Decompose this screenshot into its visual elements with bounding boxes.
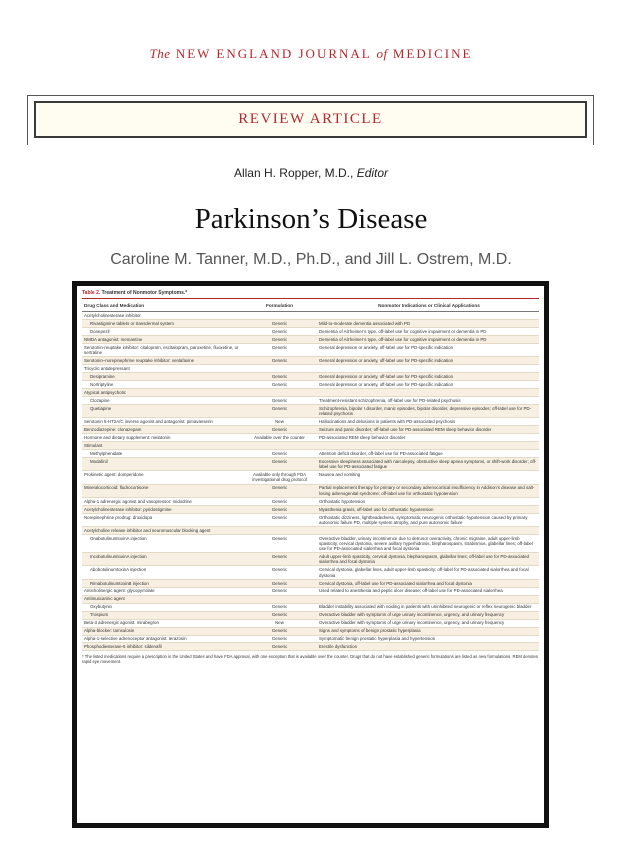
cell-drug: AbobotulinumtoxinA injection: [90, 567, 147, 573]
table-row: [82, 604, 539, 612]
cell-drug: Tricyclic antidepressant: [84, 366, 130, 371]
cell-drug: Acetylcholinesterase inhibitor: pyridostigmine: [84, 506, 172, 512]
header-formulation: Formulation: [265, 303, 294, 308]
cell-drug: Acetylcholinesterase inhibitor: [84, 312, 141, 318]
cell-drug: Trospium: [90, 612, 109, 618]
cell-drug: Desipramine: [90, 373, 115, 379]
cell-indication: Schizophrenia, bipolar I disorder, manic episodes, bipolar disorder, depressive episodes; off-label use for PD-related psychosis: [319, 405, 532, 417]
table-row: [82, 553, 539, 566]
table-body: [82, 312, 539, 651]
cell-drug: Phosphodiesterase-5 inhibitor: sildenafil: [84, 644, 162, 650]
header-indications: Nonmotor Indications or Clinical Applications: [378, 303, 480, 308]
cell-formulation: Generic: [271, 344, 288, 350]
table-row: [82, 580, 539, 588]
cell-drug: Rivastigmine tablets or transdermal system: [90, 320, 174, 326]
masthead-name-part1: NEW ENGLAND JOURNAL: [175, 46, 372, 61]
table-row: [82, 320, 539, 328]
cell-indication: Nausea and vomiting: [319, 472, 361, 478]
cell-indication: Cervical dystonia, glabellar lines, adult upper-limb spasticity; off-label for PD-associated sialorrhea and focal dystonia: [319, 567, 529, 578]
table-row: [82, 612, 539, 620]
table-row: [82, 636, 539, 644]
section-banner: REVIEW ARTICLE: [34, 101, 587, 138]
cell-formulation: Generic: [271, 358, 288, 364]
cell-indication: General depression or anxiety, off-label use for PD-specific indication: [319, 381, 454, 387]
cell-formulation: Generic: [271, 459, 288, 465]
cell-indication: Excessive sleepiness associated with narcolepsy, obstructive sleep apnea symptoms, or shift-work disorder; off-label use for PD-associated fatigue: [319, 459, 537, 470]
masthead-of: of: [376, 46, 388, 61]
cell-drug: Oxybutynin: [90, 604, 112, 610]
cell-formulation: Generic: [271, 336, 288, 342]
table-figure: [72, 281, 549, 828]
table-row: [82, 405, 539, 418]
table-title-text: Treatment of Nonmotor Symptoms.*: [101, 290, 188, 296]
cell-indication: Treatment-resistant schizophrenia, off-label use for PD-related psychosis: [319, 397, 461, 403]
cell-formulation: [242, 390, 317, 395]
editor-name: Allan H. Ropper, M.D.,: [233, 166, 354, 180]
cell-formulation: [242, 528, 317, 533]
cell-indication: Dementia of Alzheimer’s type, off-label use for cognitive impairment or dementia in PD: [319, 328, 487, 334]
cell-drug: Serotonin-reuptake inhibitor: citalopram, escitalopram, paroxetine, fluoxetine, or sertraline: [84, 344, 239, 356]
cell-drug: NMDA antagonist: memantine: [84, 336, 143, 342]
cell-drug: Mineralocorticoid: fludrocortisone: [84, 485, 149, 491]
cell-drug: Benzodiazepine: clonazepam: [84, 427, 142, 433]
cell-drug: Beta-3 adrenergic agonist: mirabegron: [84, 620, 159, 626]
editor-role: Editor: [356, 166, 389, 180]
cell-indication: [317, 390, 539, 395]
table-row: [82, 450, 539, 458]
table-row: [82, 373, 539, 381]
cell-drug: Serotonin 5-HT2A/C inverse agonist and antagonist: pimavanserin: [84, 419, 213, 425]
table-row: [82, 328, 539, 336]
table-row: [82, 506, 539, 514]
table-row: [82, 344, 539, 357]
table-row: [82, 312, 539, 320]
cell-formulation: Generic: [271, 405, 288, 411]
cell-formulation: Generic: [271, 612, 288, 618]
cell-formulation: Generic: [271, 328, 288, 334]
table-header-row: [82, 299, 539, 312]
table-row: [82, 426, 539, 434]
table-row: [82, 389, 539, 397]
cell-formulation: [242, 313, 317, 318]
cell-indication: [317, 366, 539, 371]
cell-drug: Methylphenidate: [90, 451, 123, 457]
cell-indication: Myasthenia gravis, off-label use for orthostatic hypotension: [319, 506, 434, 512]
cell-formulation: Generic: [271, 320, 288, 326]
table-row: [82, 471, 539, 484]
table-label: Table 2.: [82, 290, 101, 296]
cell-indication: Bladder instability associated with voiding in patients with uninhibited neurogenic or reflex neurogenic bladder: [319, 604, 532, 610]
cell-drug: Clozapine: [90, 397, 110, 403]
table-row: [82, 442, 539, 450]
cell-drug: Quetiapine: [90, 405, 112, 411]
article-authors: Caroline M. Tanner, M.D., Ph.D., and Jill L. Ostrem, M.D.: [110, 251, 512, 268]
cell-indication: Used related to anesthesia and peptic ulcer disease; off-label use for PD-associated sialorrhea: [319, 588, 503, 594]
table-row: [82, 514, 539, 527]
table-row: [82, 628, 539, 636]
cell-drug: Norepinephrine prodrug: droxidopa: [84, 514, 153, 520]
cell-drug: Alpha-1-selective adrenoceptor antagonist: terazosin: [84, 636, 187, 642]
cell-indication: [317, 528, 539, 533]
table-row: [82, 527, 539, 535]
cell-formulation: Generic: [271, 535, 288, 541]
cell-formulation: Available only through FDA investigational drug protocol: [252, 472, 307, 483]
cell-drug: Alpha-blocker: tamsulosin: [84, 628, 135, 634]
table-row: [82, 485, 539, 498]
table-row: [82, 535, 539, 553]
cell-indication: Mild-to-moderate dementia associated with PD: [319, 320, 411, 326]
table-row: [82, 397, 539, 405]
cell-indication: Erectile dysfunction: [319, 644, 358, 650]
cell-formulation: New: [275, 620, 284, 626]
cell-indication: Adult upper-limb spasticity, cervical dystonia, blepharospasm, glabellar lines; off-label use for PD-associated sialorrhea and focal dystonia: [319, 554, 529, 565]
cell-drug: Alpha-1 adrenergic agonist and vasopressor: midodrine: [84, 498, 192, 504]
cell-formulation: Generic: [271, 381, 288, 387]
cell-drug: Acetylcholine release inhibitor and neuromuscular blocking agent: [84, 527, 211, 533]
cell-formulation: Generic: [271, 580, 288, 586]
table-row: [82, 434, 539, 442]
cell-indication: General depression or anxiety, off-label use for PD-specific indication: [319, 373, 454, 379]
cell-indication: General depression or anxiety, off-label use for PD-specific indication: [319, 344, 454, 350]
cell-indication: Cervical dystonia, off-label use for PD-associated sialorrhea and focal dystonia: [319, 580, 472, 586]
table-row: [82, 381, 539, 389]
cell-formulation: Generic: [271, 451, 288, 457]
table-row: [82, 418, 539, 426]
cell-drug: OnabotulinumtoxinA injection: [90, 535, 147, 541]
cell-formulation: Generic: [271, 514, 288, 520]
cell-formulation: [242, 443, 317, 448]
cell-formulation: Generic: [271, 397, 288, 403]
cell-formulation: Generic: [271, 628, 288, 634]
cell-formulation: Generic: [271, 554, 288, 560]
cell-formulation: Generic: [271, 588, 288, 594]
table-row: [82, 458, 539, 471]
cell-drug: Modafinil: [90, 459, 108, 465]
cell-drug: Hormone and dietary supplement: melatonin: [84, 435, 171, 441]
cell-indication: PD-associated REM sleep behavior disorder: [319, 435, 406, 441]
cell-indication: Hallucinations and delusions in patients with PD-associated psychosis: [319, 419, 456, 425]
editor-line: [0, 166, 622, 180]
cell-formulation: Generic: [271, 427, 288, 433]
cell-indication: Partial replacement therapy for primary or secondary adrenocortical insufficiency in Addison’s disease and salt-losing adrenogenital syndrome; off-label use for orthostatic hypotension: [319, 485, 535, 496]
table-row: [82, 588, 539, 596]
cell-indication: Overactive bladder, urinary incontinence due to detrusor overactivity, chronic migraine, adult upper-limb spasticity, cervical dystonia, severe axillary hyperhidrosis, blepharospasm, strabismus, glabellar lines; off-label use for PD-associated sialorrhea and focal dystonia: [319, 535, 533, 552]
table-row: [82, 566, 539, 579]
masthead-prefix: The: [149, 46, 171, 61]
cell-drug: RimabotulinumtoxinB injection: [90, 580, 149, 586]
cell-indication: [317, 443, 539, 448]
cell-drug: Donepezil: [90, 328, 110, 334]
cell-drug: Anticholinergic agent: glycopyrrolate: [84, 588, 155, 594]
cell-formulation: Generic: [271, 644, 288, 650]
cell-drug: Atypical antipsychotic: [84, 389, 126, 395]
cell-formulation: Generic: [271, 373, 288, 379]
journal-masthead: [0, 46, 622, 62]
table-row: [82, 357, 539, 365]
cell-formulation: Generic: [271, 636, 288, 642]
cell-drug: Antimuscarinic agent: [84, 596, 125, 602]
cell-indication: [317, 596, 539, 601]
cell-formulation: Generic: [271, 485, 288, 491]
masthead-name-part2: MEDICINE: [392, 46, 473, 61]
table-row: [82, 336, 539, 344]
cell-indication: Orthostatic hypotension: [319, 498, 366, 504]
cell-formulation: Generic: [271, 604, 288, 610]
table-row: [82, 596, 539, 604]
cell-indication: [317, 313, 539, 318]
article-title: Parkinson’s Disease: [194, 203, 428, 235]
cell-formulation: Generic: [271, 567, 288, 573]
cell-indication: Seizure and panic disorder; off-label use for PD-associated REM sleep behavior disorder: [319, 427, 492, 433]
cell-indication: Orthostatic dizziness, lightheadedness, symptomatic neurogenic orthostatic hypotension caused by primary autonomic failure PD, multiple system atrophy, and pure autonomic failure: [319, 514, 528, 525]
cell-drug: Serotonin–norepinephrine reuptake inhibitor: venlafaxine: [84, 358, 195, 364]
cell-formulation: Generic: [271, 498, 288, 504]
cell-formulation: Generic: [271, 506, 288, 512]
cell-indication: Signs and symptoms of benign prostatic hyperplasia: [319, 628, 421, 634]
cell-formulation: [242, 596, 317, 601]
table-title: [82, 290, 539, 299]
table-row: [82, 643, 539, 651]
cell-formulation: New: [275, 419, 284, 425]
table-row: [82, 365, 539, 373]
header-drug-class: Drug Class and Medication: [84, 303, 145, 308]
table-footnote: * The listed medications require a prescription in the United States and have FDA approval, with one exception that is available over the counter. Drugs that do not have established generic formulations are listed as new formulations. REM denotes rapid eye movement.: [82, 654, 538, 665]
cell-indication: General depression or anxiety, off-label use for PD-specific indication: [319, 358, 454, 364]
cell-formulation: [242, 366, 317, 371]
cell-indication: Dementia of Alzheimer’s type, off-label use for cognitive impairment or dementia in PD: [319, 336, 487, 342]
cell-drug: Stimulant: [84, 443, 103, 449]
cell-drug: Prokinetic agent: domperidone: [84, 472, 144, 478]
cell-indication: Overactive bladder with symptoms of urge urinary incontinence, urgency, and urinary frequency: [319, 612, 505, 618]
cell-drug: IncobotulinumtoxinA injection: [90, 554, 147, 560]
cell-indication: Symptomatic benign prostatic hyperplasia and hypertension: [319, 636, 436, 642]
cell-indication: Attention deficit disorder, off-label use for PD-associated fatigue: [319, 451, 443, 457]
table-row: [82, 620, 539, 628]
table-row: [82, 498, 539, 506]
cell-indication: Overactive bladder with symptoms of urge urinary incontinence, urgency, and urinary frequency: [319, 620, 505, 626]
cell-drug: Nortriptyline: [90, 381, 114, 387]
cell-formulation: Available over the counter: [254, 435, 305, 441]
